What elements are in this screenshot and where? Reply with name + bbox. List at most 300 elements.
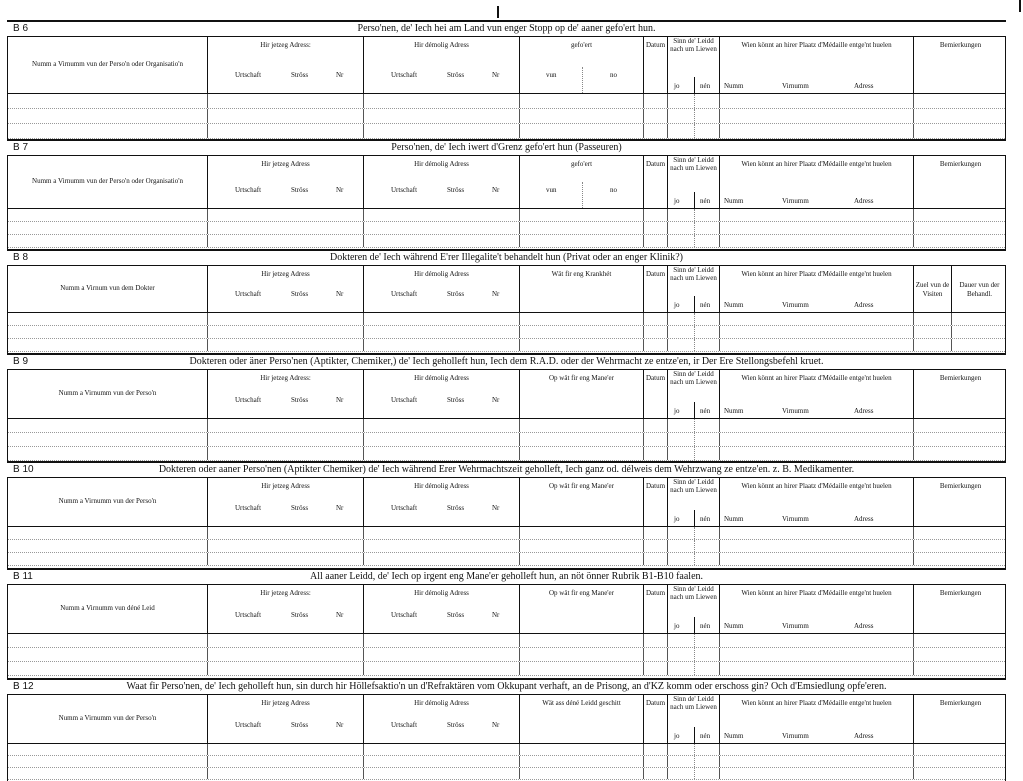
name-column-label: Numm a Virnumm vun déné Leid xyxy=(60,604,155,612)
medal-label: Wien könnt an hirer Plaatz d'Médaille entge'nt huelen xyxy=(741,374,892,382)
entry-row[interactable] xyxy=(8,662,1005,676)
entry-cell[interactable] xyxy=(644,553,668,565)
entry-cell[interactable] xyxy=(8,648,208,661)
detail-column-label: Wät ass déné Leidd geschitt xyxy=(542,699,621,707)
previous-address-header xyxy=(364,585,520,633)
alive-label: Sinn de' Leidd nach um Liewen xyxy=(670,695,717,711)
medal-name-label: Numm xyxy=(724,622,744,630)
alive-column-header xyxy=(668,266,720,312)
entry-cell[interactable] xyxy=(520,527,644,539)
yes-label: jo xyxy=(674,82,680,90)
entry-cell[interactable] xyxy=(8,634,208,647)
entry-cell[interactable] xyxy=(208,326,364,338)
street-label: Ströss xyxy=(291,396,309,404)
street-label: Ströss xyxy=(291,611,309,619)
entry-cell[interactable] xyxy=(720,209,914,221)
number-label: Nr xyxy=(492,396,500,404)
entry-cell[interactable] xyxy=(644,648,668,661)
section-header xyxy=(7,37,1006,94)
entry-cell[interactable] xyxy=(364,433,520,446)
entry-row[interactable] xyxy=(8,109,1005,124)
section-title-bar xyxy=(7,139,1006,156)
entry-cell[interactable] xyxy=(208,94,364,108)
entry-cell[interactable] xyxy=(208,433,364,446)
entry-cell[interactable] xyxy=(644,419,668,432)
entry-cell[interactable] xyxy=(644,756,668,767)
entry-cell[interactable] xyxy=(914,339,952,351)
entry-cell[interactable] xyxy=(520,744,644,755)
entry-cell[interactable] xyxy=(208,553,364,565)
entry-cell[interactable] xyxy=(644,433,668,446)
town-label: Urtschaft xyxy=(235,721,262,729)
number-label: Nr xyxy=(336,290,344,298)
section-header xyxy=(7,156,1006,209)
section-b10 xyxy=(7,461,1006,568)
entry-cell[interactable] xyxy=(720,662,914,675)
town-label: Urtschaft xyxy=(235,71,262,79)
entry-rows xyxy=(7,634,1006,678)
entry-cell[interactable] xyxy=(208,768,364,779)
entry-cell[interactable] xyxy=(520,447,644,460)
entry-cell[interactable] xyxy=(208,419,364,432)
section-code: B 8 xyxy=(13,252,29,263)
number-label: Nr xyxy=(492,611,500,619)
entry-row[interactable] xyxy=(8,235,1005,248)
entry-row[interactable] xyxy=(8,553,1005,566)
medal-column-header xyxy=(720,37,914,93)
entry-cell[interactable] xyxy=(364,447,520,460)
entry-cell[interactable] xyxy=(520,222,644,234)
street-label: Ströss xyxy=(447,186,465,194)
entry-cell[interactable] xyxy=(8,209,208,221)
entry-cell[interactable] xyxy=(208,648,364,661)
section-code: B 11 xyxy=(13,571,33,582)
section-b11 xyxy=(7,568,1006,678)
section-code: B 10 xyxy=(13,464,34,475)
entry-cell[interactable] xyxy=(8,326,208,338)
entry-cell[interactable] xyxy=(364,209,520,221)
entry-cell[interactable] xyxy=(644,768,668,779)
entry-cell[interactable] xyxy=(8,527,208,539)
entry-cell[interactable] xyxy=(720,326,914,338)
name-column-label: Numm a Virnumm vun der Perso'n oder Organisatio'n xyxy=(32,177,183,185)
date-label: Datum xyxy=(645,699,666,707)
entry-cell[interactable] xyxy=(644,209,668,221)
entry-row[interactable] xyxy=(8,527,1005,540)
alive-label: Sinn de' Leidd nach um Liewen xyxy=(670,266,717,282)
name-column-header xyxy=(8,478,208,526)
section-title: Dokteren oder äner Perso'nen (Aptikter, Chemiker,) de' Iech geholleft hun, Iech dem R.A.D. oder der Wehrmacht ze entze'en, ir Der Ere Stellongsbefehl kruet. xyxy=(189,356,824,367)
name-column-header xyxy=(8,695,208,743)
previous-address-header xyxy=(364,478,520,526)
date-label: Datum xyxy=(645,160,666,168)
medal-column-header xyxy=(720,478,914,526)
detail-column-header xyxy=(520,478,644,526)
current-address-header xyxy=(208,266,364,312)
entry-cell[interactable] xyxy=(8,447,208,460)
entry-cell[interactable] xyxy=(720,339,914,351)
entry-cell[interactable] xyxy=(644,634,668,647)
entry-cell[interactable] xyxy=(208,756,364,767)
street-label: Ströss xyxy=(447,71,465,79)
entry-cell[interactable] xyxy=(644,339,668,351)
entry-cell[interactable] xyxy=(8,109,208,123)
entry-row[interactable] xyxy=(8,540,1005,553)
entry-cell[interactable] xyxy=(208,235,364,247)
entry-row[interactable] xyxy=(8,339,1005,352)
entry-row[interactable] xyxy=(8,124,1005,139)
from-label: vun xyxy=(546,186,557,194)
entry-rows xyxy=(7,744,1006,781)
entry-cell[interactable] xyxy=(208,209,364,221)
alive-label: Sinn de' Leidd nach um Liewen xyxy=(670,478,717,494)
entry-cell[interactable] xyxy=(520,553,644,565)
visits-column-header xyxy=(914,266,952,312)
current-address-label: Hir jetzeg Adress: xyxy=(260,589,311,597)
medal-name-label: Numm xyxy=(724,732,744,740)
date-label: Datum xyxy=(645,41,666,49)
entry-cell[interactable] xyxy=(720,94,914,108)
entry-cell[interactable] xyxy=(520,109,644,123)
entry-rows xyxy=(7,419,1006,461)
entry-cell[interactable] xyxy=(720,744,914,755)
number-label: Nr xyxy=(336,721,344,729)
entry-cell[interactable] xyxy=(644,235,668,247)
entry-cell[interactable] xyxy=(520,313,644,325)
entry-cell[interactable] xyxy=(520,662,644,675)
previous-address-label: Hir démolig Adress xyxy=(414,41,469,49)
entry-row[interactable] xyxy=(8,313,1005,326)
name-column-label: Numm a Virnumm vun der Perso'n xyxy=(58,714,157,722)
medal-address-label: Adress xyxy=(854,515,874,523)
entry-cell[interactable] xyxy=(720,313,914,325)
street-label: Ströss xyxy=(291,721,309,729)
entry-row[interactable] xyxy=(8,768,1005,780)
section-title: Dokteren oder aaner Perso'nen (Aptikter Chemiker) de' Iech während Erer Wehrmachtszeit geholleft, Iech ganz od. délweis dem Wehrzwang ze entze'en. z. B. Medikamenter. xyxy=(158,464,855,475)
entry-cell[interactable] xyxy=(8,419,208,432)
entry-cell[interactable] xyxy=(364,326,520,338)
entry-cell[interactable] xyxy=(364,553,520,565)
entry-cell[interactable] xyxy=(208,109,364,123)
entry-cell[interactable] xyxy=(208,744,364,755)
entry-cell[interactable] xyxy=(720,447,914,460)
date-label: Datum xyxy=(645,589,666,597)
entry-cell[interactable] xyxy=(720,756,914,767)
entry-cell[interactable] xyxy=(364,634,520,647)
entry-cell[interactable] xyxy=(520,768,644,779)
medal-address-label: Adress xyxy=(854,732,874,740)
remarks-column-header xyxy=(914,478,1007,526)
section-title-bar xyxy=(7,461,1006,478)
name-column-label: Numm a Virnum vun dem Dokter xyxy=(60,284,155,292)
current-address-label: Hir jetzeg Adress xyxy=(261,699,310,707)
entry-cell[interactable] xyxy=(208,222,364,234)
section-code: B 6 xyxy=(13,23,29,34)
entry-cell[interactable] xyxy=(520,634,644,647)
date-label: Datum xyxy=(645,374,666,382)
current-address-header xyxy=(208,156,364,208)
entry-cell[interactable] xyxy=(208,662,364,675)
date-column-header xyxy=(644,37,668,93)
name-column-header xyxy=(8,585,208,633)
entry-cell[interactable] xyxy=(644,540,668,552)
entry-row[interactable] xyxy=(8,648,1005,662)
previous-address-label: Hir démolig Adress xyxy=(414,270,469,278)
entry-cell[interactable] xyxy=(364,94,520,108)
entry-cell[interactable] xyxy=(8,339,208,351)
detail-column-label: gefo'ert xyxy=(570,41,593,49)
entry-row[interactable] xyxy=(8,433,1005,447)
entry-row[interactable] xyxy=(8,744,1005,756)
entry-cell[interactable] xyxy=(208,540,364,552)
entry-cell[interactable] xyxy=(8,662,208,675)
entry-cell[interactable] xyxy=(644,222,668,234)
entry-cell[interactable] xyxy=(364,222,520,234)
detail-column-label: Op wät fir eng Mane'er xyxy=(548,589,614,597)
date-label: Datum xyxy=(645,270,666,278)
entry-cell[interactable] xyxy=(644,744,668,755)
section-code: B 9 xyxy=(13,356,29,367)
entry-row[interactable] xyxy=(8,209,1005,222)
previous-address-header xyxy=(364,370,520,418)
entry-cell[interactable] xyxy=(520,648,644,661)
entry-row[interactable] xyxy=(8,756,1005,768)
to-label: no xyxy=(610,71,617,79)
remarks-column-header xyxy=(914,156,1007,208)
current-address-label: Hir jetzeg Adress xyxy=(261,482,310,490)
entry-cell[interactable] xyxy=(364,527,520,539)
entry-rows xyxy=(7,313,1006,353)
entry-row[interactable] xyxy=(8,222,1005,235)
street-label: Ströss xyxy=(447,611,465,619)
entry-cell[interactable] xyxy=(364,540,520,552)
entry-cell[interactable] xyxy=(720,109,914,123)
remarks-label: Bemierkungen xyxy=(939,41,982,49)
section-title-bar xyxy=(7,678,1006,695)
number-label: Nr xyxy=(336,611,344,619)
entry-cell[interactable] xyxy=(644,94,668,108)
detail-column-header xyxy=(520,266,644,312)
entry-cell[interactable] xyxy=(8,313,208,325)
entry-cell[interactable] xyxy=(520,339,644,351)
number-label: Nr xyxy=(492,186,500,194)
entry-cell[interactable] xyxy=(8,756,208,767)
town-label: Urtschaft xyxy=(235,290,262,298)
medal-name-label: Numm xyxy=(724,197,744,205)
entry-cell[interactable] xyxy=(720,648,914,661)
current-address-header xyxy=(208,585,364,633)
name-column-label: Numm a Virnumm vun der Perso'n xyxy=(58,389,157,397)
entry-cell[interactable] xyxy=(364,768,520,779)
yes-label: jo xyxy=(674,515,680,523)
entry-cell[interactable] xyxy=(208,634,364,647)
alive-label: Sinn de' Leidd nach um Liewen xyxy=(670,37,717,53)
entry-cell[interactable] xyxy=(720,124,914,138)
entry-cell[interactable] xyxy=(364,744,520,755)
entry-cell[interactable] xyxy=(208,313,364,325)
date-column-header xyxy=(644,266,668,312)
entry-cell[interactable] xyxy=(520,540,644,552)
entry-cell[interactable] xyxy=(208,339,364,351)
entry-cell[interactable] xyxy=(720,433,914,446)
name-column-header xyxy=(8,156,208,208)
alive-column-header xyxy=(668,156,720,208)
entry-row[interactable] xyxy=(8,634,1005,648)
section-b12 xyxy=(7,678,1006,781)
entry-cell[interactable] xyxy=(364,124,520,138)
entry-cell[interactable] xyxy=(644,662,668,675)
entry-cell[interactable] xyxy=(520,235,644,247)
entry-cell[interactable] xyxy=(644,326,668,338)
section-title: All aaner Leidd, de' Iech op irgent eng Mane'er geholleft hun, an nöt önner Rubrik B1-B10 faalen. xyxy=(309,571,704,582)
detail-column-label: Wät fir eng Krankhét xyxy=(551,270,612,278)
entry-cell[interactable] xyxy=(644,527,668,539)
medal-firstname-label: Virnumm xyxy=(782,301,809,309)
number-label: Nr xyxy=(336,186,344,194)
entry-cell[interactable] xyxy=(720,553,914,565)
entry-cell[interactable] xyxy=(644,124,668,138)
remarks-label: Bemierkungen xyxy=(939,699,982,707)
medal-label: Wien könnt an hirer Plaatz d'Médaille entge'nt huelen xyxy=(741,589,892,597)
medal-label: Wien könnt an hirer Plaatz d'Médaille entge'nt huelen xyxy=(741,160,892,168)
entry-cell[interactable] xyxy=(914,326,952,338)
entry-cell[interactable] xyxy=(208,527,364,539)
remarks-column-header xyxy=(914,695,1007,743)
entry-cell[interactable] xyxy=(364,235,520,247)
entry-cell[interactable] xyxy=(8,94,208,108)
medal-firstname-label: Virnumm xyxy=(782,197,809,205)
entry-cell[interactable] xyxy=(644,447,668,460)
entry-cell[interactable] xyxy=(520,419,644,432)
yes-label: jo xyxy=(674,622,680,630)
alive-column-header xyxy=(668,478,720,526)
name-column-header xyxy=(8,266,208,312)
medal-firstname-label: Virnumm xyxy=(782,407,809,415)
section-title-bar xyxy=(7,568,1006,585)
entry-cell[interactable] xyxy=(520,756,644,767)
section-code: B 7 xyxy=(13,142,29,153)
alive-label: Sinn de' Leidd nach um Liewen xyxy=(670,370,717,386)
entry-cell[interactable] xyxy=(8,553,208,565)
entry-cell[interactable] xyxy=(520,326,644,338)
town-label: Urtschaft xyxy=(391,71,418,79)
entry-row[interactable] xyxy=(8,94,1005,109)
detail-column-header xyxy=(520,37,644,93)
entry-cell[interactable] xyxy=(208,124,364,138)
entry-cell[interactable] xyxy=(644,313,668,325)
alive-column-header xyxy=(668,585,720,633)
entry-cell[interactable] xyxy=(520,124,644,138)
town-label: Urtschaft xyxy=(235,396,262,404)
entry-rows xyxy=(7,527,1006,568)
no-label: nén xyxy=(700,407,711,415)
medal-column-header xyxy=(720,156,914,208)
entry-cell[interactable] xyxy=(520,433,644,446)
town-label: Urtschaft xyxy=(235,504,262,512)
entry-cell[interactable] xyxy=(364,662,520,675)
section-title: Perso'nen, de' Iech iwert d'Grenz gefo'ert hun (Passeuren) xyxy=(391,142,622,153)
entry-cell[interactable] xyxy=(364,339,520,351)
medal-name-label: Numm xyxy=(724,407,744,415)
section-title: Perso'nen, de' Iech hei am Land vun enger Stopp op de' aaner gefo'ert hun. xyxy=(357,23,656,34)
from-label: vun xyxy=(546,71,557,79)
number-label: Nr xyxy=(336,504,344,512)
entry-cell[interactable] xyxy=(364,648,520,661)
entry-cell[interactable] xyxy=(644,109,668,123)
entry-row[interactable] xyxy=(8,419,1005,433)
entry-cell[interactable] xyxy=(364,109,520,123)
medal-firstname-label: Virnumm xyxy=(782,732,809,740)
entry-cell[interactable] xyxy=(364,419,520,432)
entry-cell[interactable] xyxy=(208,447,364,460)
section-header xyxy=(7,370,1006,419)
medal-address-label: Adress xyxy=(854,301,874,309)
entry-cell[interactable] xyxy=(720,527,914,539)
no-label: nén xyxy=(700,732,711,740)
town-label: Urtschaft xyxy=(391,504,418,512)
medal-name-label: Numm xyxy=(724,301,744,309)
entry-cell[interactable] xyxy=(364,756,520,767)
alive-label: Sinn de' Leidd nach um Liewen xyxy=(670,585,717,601)
section-b6 xyxy=(7,20,1006,139)
top-register-mark xyxy=(497,6,499,18)
previous-address-header xyxy=(364,156,520,208)
entry-cell[interactable] xyxy=(914,313,952,325)
current-address-label: Hir jetzeg Adress: xyxy=(260,41,311,49)
entry-cell[interactable] xyxy=(520,94,644,108)
street-label: Ströss xyxy=(447,290,465,298)
entry-cell[interactable] xyxy=(720,235,914,247)
number-label: Nr xyxy=(492,290,500,298)
town-label: Urtschaft xyxy=(391,290,418,298)
form-sheet xyxy=(7,20,1006,781)
street-label: Ströss xyxy=(291,186,309,194)
to-label: no xyxy=(610,186,617,194)
date-column-header xyxy=(644,370,668,418)
street-label: Ströss xyxy=(447,396,465,404)
entry-cell[interactable] xyxy=(8,540,208,552)
previous-address-label: Hir démolig Adress xyxy=(414,589,469,597)
entry-cell[interactable] xyxy=(8,433,208,446)
entry-cell[interactable] xyxy=(720,222,914,234)
town-label: Urtschaft xyxy=(235,611,262,619)
entry-cell[interactable] xyxy=(720,419,914,432)
entry-row[interactable] xyxy=(8,326,1005,339)
entry-row[interactable] xyxy=(8,447,1005,461)
alive-label: Sinn de' Leidd nach um Liewen xyxy=(670,156,717,172)
entry-cell[interactable] xyxy=(8,744,208,755)
entry-cell[interactable] xyxy=(8,768,208,779)
entry-cell[interactable] xyxy=(720,634,914,647)
entry-cell[interactable] xyxy=(720,768,914,779)
date-column-header xyxy=(644,695,668,743)
name-column-header xyxy=(8,370,208,418)
entry-cell[interactable] xyxy=(8,235,208,247)
entry-cell[interactable] xyxy=(520,209,644,221)
entry-cell[interactable] xyxy=(8,124,208,138)
right-register-mark xyxy=(1019,0,1021,12)
current-address-header xyxy=(208,695,364,743)
number-label: Nr xyxy=(336,71,344,79)
entry-cell[interactable] xyxy=(720,540,914,552)
visits-label: Zuel vun de Visiten xyxy=(915,281,950,298)
entry-cell[interactable] xyxy=(8,222,208,234)
current-address-header xyxy=(208,370,364,418)
entry-cell[interactable] xyxy=(364,313,520,325)
remarks-column-header xyxy=(914,585,1007,633)
town-label: Urtschaft xyxy=(391,611,418,619)
date-column-header xyxy=(644,156,668,208)
